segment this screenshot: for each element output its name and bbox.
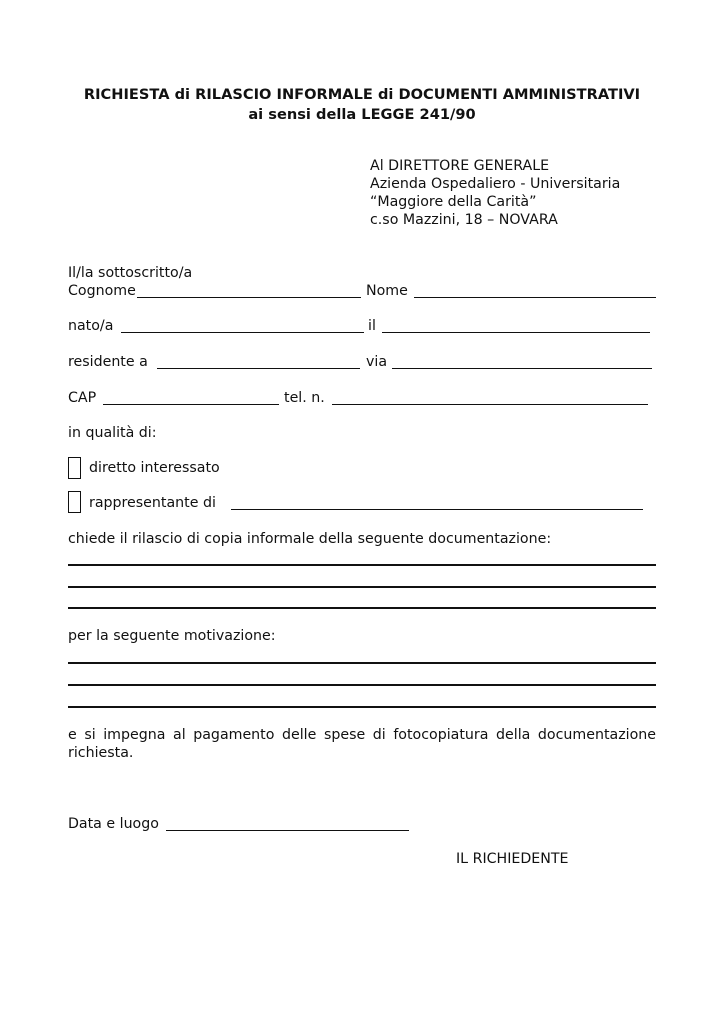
residence-field[interactable]: [157, 355, 360, 369]
motivation-label: per la seguente motivazione:: [68, 628, 276, 644]
documentation-line-1[interactable]: [68, 564, 656, 566]
recipient-line-3: “Maggiore della Carità”: [370, 194, 537, 210]
name-label: Nome: [366, 283, 408, 299]
document-subtitle: ai sensi della LEGGE 241/90: [248, 106, 476, 123]
cap-label: CAP: [68, 390, 97, 406]
date-place-field[interactable]: [166, 817, 409, 831]
residence-label: residente a: [68, 354, 148, 370]
recipient-line-4: c.so Mazzini, 18 – NOVARA: [370, 212, 558, 228]
surname-label: Cognome: [68, 283, 136, 299]
street-field[interactable]: [392, 355, 652, 369]
document-title: RICHIESTA di RILASCIO INFORMALE di DOCUMENTI AMMINISTRATIVI: [83, 86, 641, 103]
date-place-label: Data e luogo: [68, 816, 159, 832]
birthdate-label: il: [368, 318, 376, 334]
surname-field[interactable]: [137, 284, 361, 298]
representative-checkbox[interactable]: [68, 491, 81, 513]
commitment-text-line-2: richiesta.: [68, 745, 134, 761]
phone-label: tel. n.: [284, 390, 325, 406]
street-label: via: [366, 354, 388, 370]
commitment-text-line-1: e si impegna al pagamento delle spese di fotocopiatura della documentazione: [68, 727, 656, 743]
direct-interest-label: diretto interessato: [89, 460, 220, 476]
request-text: chiede il rilascio di copia informale della seguente documentazione:: [68, 531, 552, 547]
representative-label: rappresentante di: [89, 495, 216, 511]
birthdate-field[interactable]: [382, 319, 650, 333]
documentation-line-2[interactable]: [68, 586, 656, 588]
representative-field[interactable]: [231, 496, 643, 510]
recipient-line-1: Al DIRETTORE GENERALE: [370, 158, 550, 174]
born-label: nato/a: [68, 318, 114, 334]
motivation-line-1[interactable]: [68, 662, 656, 664]
name-field[interactable]: [414, 284, 656, 298]
phone-field[interactable]: [332, 391, 648, 405]
motivation-line-3[interactable]: [68, 706, 656, 708]
direct-interest-checkbox[interactable]: [68, 457, 81, 479]
capacity-label: in qualità di:: [68, 425, 157, 441]
signature-label: IL RICHIEDENTE: [456, 851, 569, 867]
documentation-line-3[interactable]: [68, 607, 656, 609]
cap-field[interactable]: [103, 391, 279, 405]
recipient-line-2: Azienda Ospedaliero - Universitaria: [370, 176, 621, 192]
birthplace-field[interactable]: [121, 319, 364, 333]
intro-text: Il/la sottoscritto/a: [68, 265, 193, 281]
motivation-line-2[interactable]: [68, 684, 656, 686]
